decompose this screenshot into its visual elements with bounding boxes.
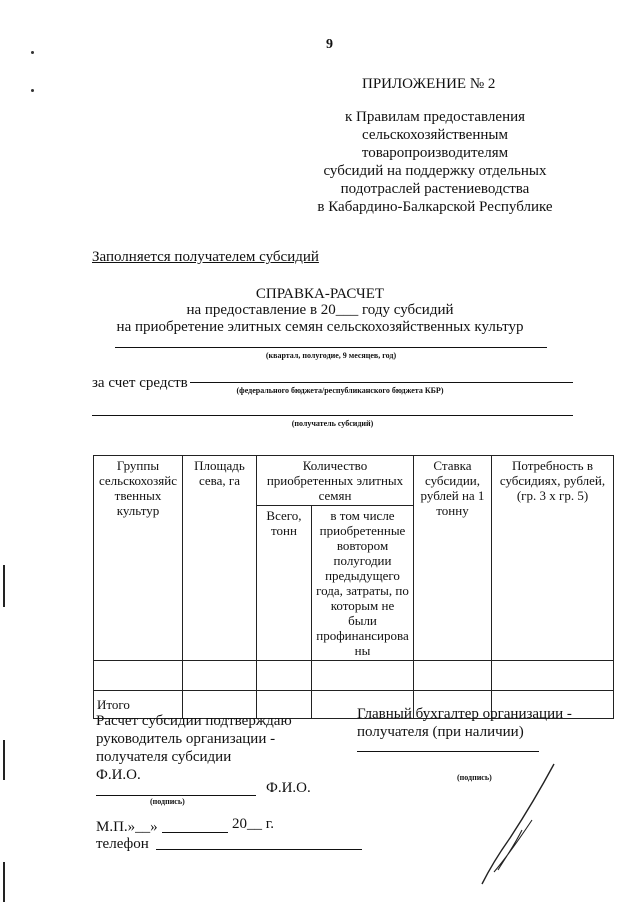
margin-mark [3,740,5,780]
margin-mark [3,565,5,607]
signature-line: получателя субсидии [96,749,232,765]
margin-mark [3,862,5,902]
table-cell[interactable] [257,661,312,691]
year-label: 20__ г. [232,816,274,832]
left-sign-line [96,795,256,796]
signature-line: руководитель организации - [96,731,276,747]
funds-hint: (федерального бюджета/республиканского бюджета КБР) [236,386,444,395]
table-cell[interactable] [183,661,257,691]
funds-line [190,382,573,383]
phone-line [156,849,362,850]
appendix-line: к Правилам предоставления [344,109,526,125]
recipient-hint: (получатель субсидий) [291,419,374,428]
subsidy-table [93,455,614,719]
signature-line: Главный бухгалтер организации - [357,706,572,722]
margin-dot [31,89,34,92]
appendix-line: субсидий на поддержку отдельных [323,163,547,179]
left-fio: Ф.И.О. [266,780,311,796]
header-need: Потребность в субсидиях, рублей, (гр. 3 х гр. 5) [492,456,614,661]
right-sign-line [357,751,539,752]
phone-label: телефон [96,836,149,852]
appendix-block [300,108,570,216]
header-area: Площадь сева, га [183,456,257,661]
appendix-title: ПРИЛОЖЕНИЕ № 2 [362,76,496,92]
table-row [94,661,614,691]
table-cell[interactable] [94,661,183,691]
appendix-line: в Кабардино-Балкарской Республике [317,199,553,215]
date-line [162,832,228,833]
recipient-line [92,415,573,416]
stamp-date-label: М.П.»__» [96,819,158,835]
header-included: в том числе приобретенные вовтором полугодии предыдущего года, затраты, по которым не были профинансирова ны [312,506,414,661]
appendix-line: товаропроизводителям [361,145,509,161]
header-crop-groups: Группы сельскохозяйс твенных культур [94,456,183,661]
signature-line: получателя (при наличии) [357,724,524,740]
form-subtitle-2: на приобретение элитных семян сельскохозяйственных культур [116,319,524,335]
form-title: СПРАВКА-РАСЧЕТ [255,286,385,302]
table-cell[interactable] [414,661,492,691]
header-total: Всего, тонн [257,506,312,661]
handwritten-signature [470,760,560,890]
left-sign-hint: (подпись) [150,797,185,806]
header-seed-quantity: Количество приобретенных элитных семян [257,456,414,506]
funds-label: за счет средств [92,375,188,391]
signature-line: Расчет субсидии подтверждаю [96,713,292,729]
table-cell[interactable] [492,661,614,691]
left-signature-block [96,712,346,784]
total-label: Итого [94,691,183,719]
period-hint: (квартал, полугодие, 9 месяцев, год) [265,351,397,360]
table-cell[interactable] [312,661,414,691]
header-rate: Ставка субсидии, рублей на 1 тонну [414,456,492,661]
appendix-line: подотраслей растениеводства [340,181,530,197]
period-line [115,347,547,348]
right-signature-block [357,705,617,741]
appendix-line: сельскохозяйственным [362,127,508,143]
filled-by-note: Заполняется получателем субсидий [92,249,319,265]
signature-line: Ф.И.О. [96,767,141,783]
right-sign-hint: (подпись) [457,773,492,782]
page-number: 9 [326,37,333,52]
margin-dot [31,51,34,54]
form-subtitle-1: на предоставление в 20___ году субсидий [186,302,454,318]
